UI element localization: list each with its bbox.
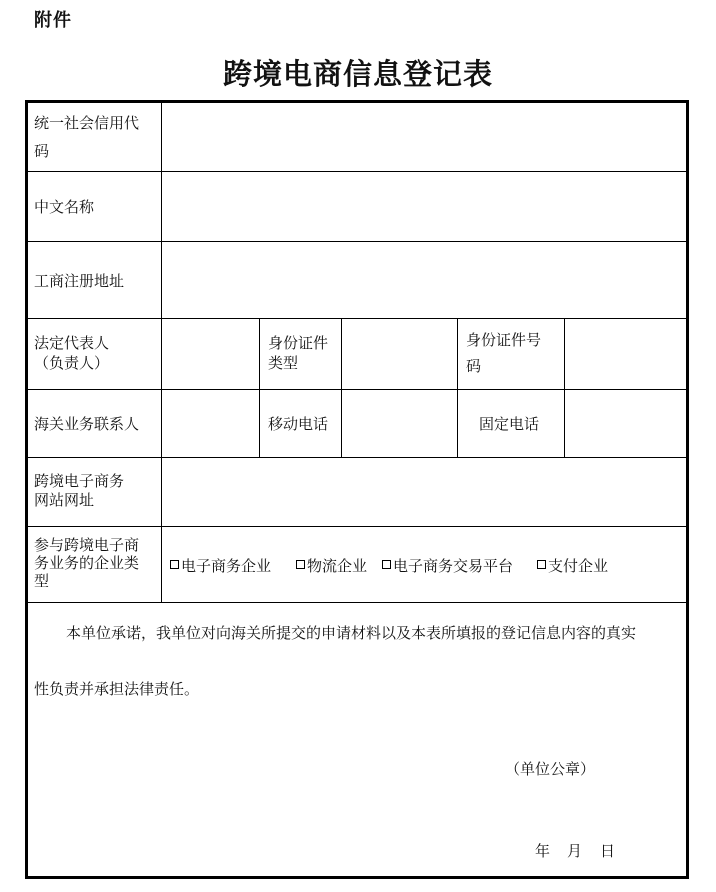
row-divider bbox=[25, 457, 689, 458]
column-divider bbox=[259, 318, 260, 457]
unit-seal-label: （单位公章） bbox=[505, 760, 596, 778]
website-label bbox=[34, 472, 124, 510]
option-payment-enterprise[interactable] bbox=[537, 555, 608, 577]
label-line: 身份证件 bbox=[268, 334, 329, 352]
date-month-label: 月 bbox=[567, 842, 583, 860]
label-line: 码 bbox=[466, 357, 482, 375]
label-line: 务业务的企业类 bbox=[34, 554, 140, 572]
option-trading-platform[interactable] bbox=[382, 555, 513, 577]
checkbox-icon[interactable] bbox=[296, 560, 305, 569]
landline-label: 固定电话 bbox=[479, 415, 540, 433]
column-divider bbox=[457, 318, 458, 457]
attachment-label: 附件 bbox=[34, 10, 72, 31]
credit-code-label bbox=[34, 112, 139, 162]
id-type-label bbox=[268, 333, 328, 373]
label-line: 参与跨境电子商 bbox=[34, 536, 140, 554]
pledge-text-line1: 本单位承诺，我单位对向海关所提交的申请材料以及本表所填报的登记信息内容的真实 bbox=[66, 624, 637, 642]
option-ecommerce-enterprise[interactable] bbox=[170, 555, 271, 577]
landline-field[interactable] bbox=[566, 391, 687, 456]
date-year-label: 年 bbox=[535, 842, 551, 860]
pledge-text-line2: 性负责并承担法律责任。 bbox=[34, 680, 200, 698]
row-divider bbox=[25, 171, 689, 172]
customs-contact-field[interactable] bbox=[163, 391, 258, 456]
row-divider bbox=[25, 526, 689, 527]
row-divider bbox=[25, 389, 689, 390]
date-day-label: 日 bbox=[600, 842, 616, 860]
registered-address-label: 工商注册地址 bbox=[34, 272, 125, 290]
checkbox-icon[interactable] bbox=[170, 560, 179, 569]
checkbox-icon[interactable] bbox=[382, 560, 391, 569]
label-line: （负责人） bbox=[34, 354, 110, 372]
column-divider bbox=[564, 318, 565, 457]
label-line: 码 bbox=[34, 142, 50, 160]
mobile-field[interactable] bbox=[343, 391, 456, 456]
chinese-name-field[interactable] bbox=[163, 173, 687, 240]
label-line: 统一社会信用代 bbox=[34, 114, 140, 132]
id-number-field[interactable] bbox=[566, 320, 687, 388]
id-number-label bbox=[466, 329, 541, 377]
chinese-name-label: 中文名称 bbox=[34, 198, 95, 216]
row-divider bbox=[25, 602, 689, 603]
option-label: 电子商务交易平台 bbox=[393, 557, 514, 575]
website-field[interactable] bbox=[163, 459, 687, 525]
form-title: 跨境电商信息登记表 bbox=[222, 57, 493, 91]
label-line: 网站网址 bbox=[34, 491, 95, 509]
option-label: 支付企业 bbox=[548, 557, 609, 575]
registered-address-field[interactable] bbox=[163, 243, 687, 317]
credit-code-field[interactable] bbox=[163, 102, 687, 170]
row-divider bbox=[25, 241, 689, 242]
legal-rep-field[interactable] bbox=[163, 320, 258, 388]
column-divider bbox=[161, 100, 162, 602]
checkbox-icon[interactable] bbox=[537, 560, 546, 569]
label-line: 型 bbox=[34, 572, 50, 590]
label-line: 法定代表人 bbox=[34, 334, 110, 352]
row-divider bbox=[25, 318, 689, 319]
mobile-label: 移动电话 bbox=[268, 415, 329, 433]
legal-rep-label bbox=[34, 333, 109, 373]
column-divider bbox=[341, 318, 342, 457]
label-line: 身份证件号 bbox=[466, 331, 542, 349]
label-line: 类型 bbox=[268, 354, 299, 372]
customs-contact-label: 海关业务联系人 bbox=[34, 415, 140, 433]
option-label: 电子商务企业 bbox=[181, 557, 272, 575]
id-type-field[interactable] bbox=[343, 320, 456, 388]
option-label: 物流企业 bbox=[307, 557, 368, 575]
label-line: 跨境电子商务 bbox=[34, 472, 125, 490]
enterprise-type-label bbox=[34, 536, 139, 590]
option-logistics-enterprise[interactable] bbox=[296, 555, 367, 577]
